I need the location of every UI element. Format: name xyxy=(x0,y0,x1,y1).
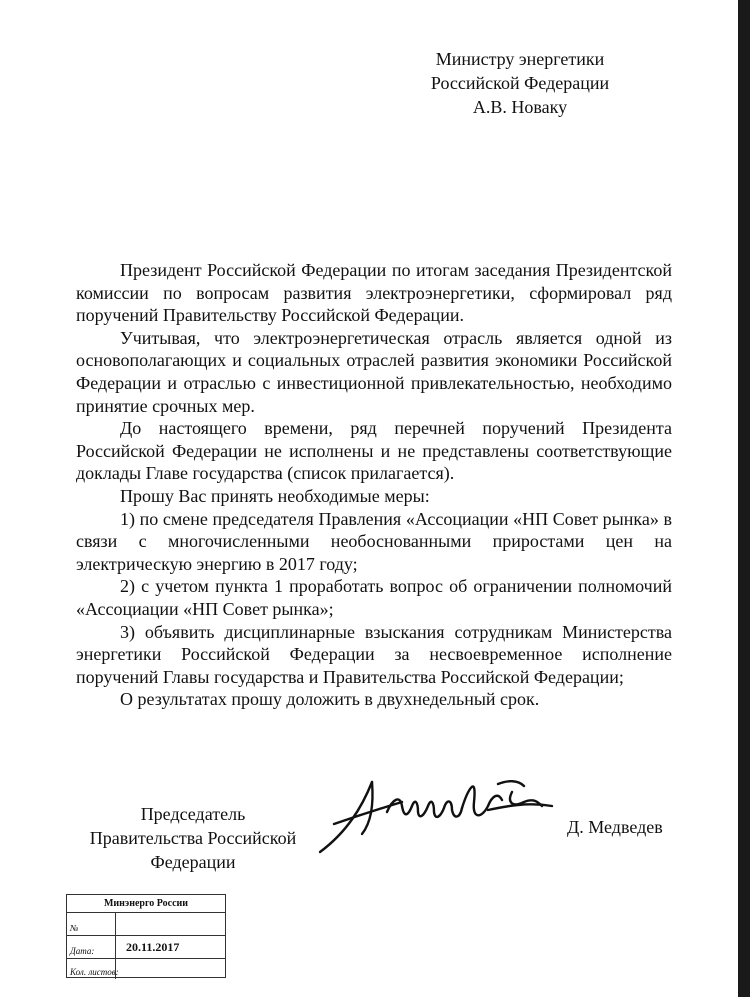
paragraph: О результатах прошу доложить в двухнедельный срок. xyxy=(120,689,540,710)
stamp-label: Дата: xyxy=(70,946,95,956)
signatory-title-line: Правительства Российской xyxy=(89,828,297,848)
addressee-line: Российской Федерации xyxy=(430,73,610,93)
list-item: 3) объявить дисциплинарные взыскания сотрудникам Министерства энергетики Российской Федерации за несвоевременное исполнение поручений Главы государства и Правительства Российской Федерации; xyxy=(76,621,672,687)
signatory-title-line: Председатель xyxy=(140,804,246,824)
list-item: 2) с учетом пункта 1 проработать вопрос об ограничении полномочий «Ассоциации «НП Совет рынка»; xyxy=(76,576,672,619)
stamp-header: Минэнерго России xyxy=(67,895,225,913)
signatory-name: Д. Медведев xyxy=(567,817,663,837)
paragraph: Президент Российской Федерации по итогам заседания Президентской комиссии по вопросам развития электроэнергетики, сформировал ряд поручений Правительству Российской Федерации. xyxy=(76,260,672,326)
page-edge-shadow xyxy=(738,0,750,997)
addressee-line: Министру энергетики xyxy=(435,49,605,69)
paragraph: Прошу Вас принять необходимые меры: xyxy=(120,485,430,506)
addressee-block xyxy=(400,47,640,119)
stamp-label: Кол. листов: xyxy=(70,967,119,977)
stamp-row xyxy=(67,936,225,959)
stamp-label: № xyxy=(70,923,79,933)
registration-stamp xyxy=(66,894,226,978)
stamp-value: 20.11.2017 xyxy=(115,936,225,958)
paragraph: До настоящего времени, ряд перечней поручений Президента Российской Федерации не исполнены и не представлены соответствующие доклады Главе государства (список прилагается). xyxy=(76,418,672,484)
handwritten-signature xyxy=(312,762,562,862)
stamp-row xyxy=(67,913,225,936)
stamp-value xyxy=(115,959,225,979)
list-item: 1) по смене председателя Правления «Ассоциации «НП Совет рынка» в связи с многочисленными необоснованными приростами цен на электрическую энергию в 2017 году; xyxy=(76,508,672,574)
stamp-row xyxy=(67,959,225,979)
stamp-value xyxy=(115,913,225,935)
signatory-title-line: Федерации xyxy=(150,852,236,872)
signatory-title xyxy=(74,802,312,874)
paragraph: Учитывая, что электроэнергетическая отрасль является одной из основополагающих и социальных отраслей развития экономики Российской Федерации и отраслью с инвестиционной привлекательностью, необходимо принятие срочных мер. xyxy=(76,327,672,416)
addressee-line: А.В. Новаку xyxy=(472,97,568,117)
letter-body xyxy=(76,259,672,711)
